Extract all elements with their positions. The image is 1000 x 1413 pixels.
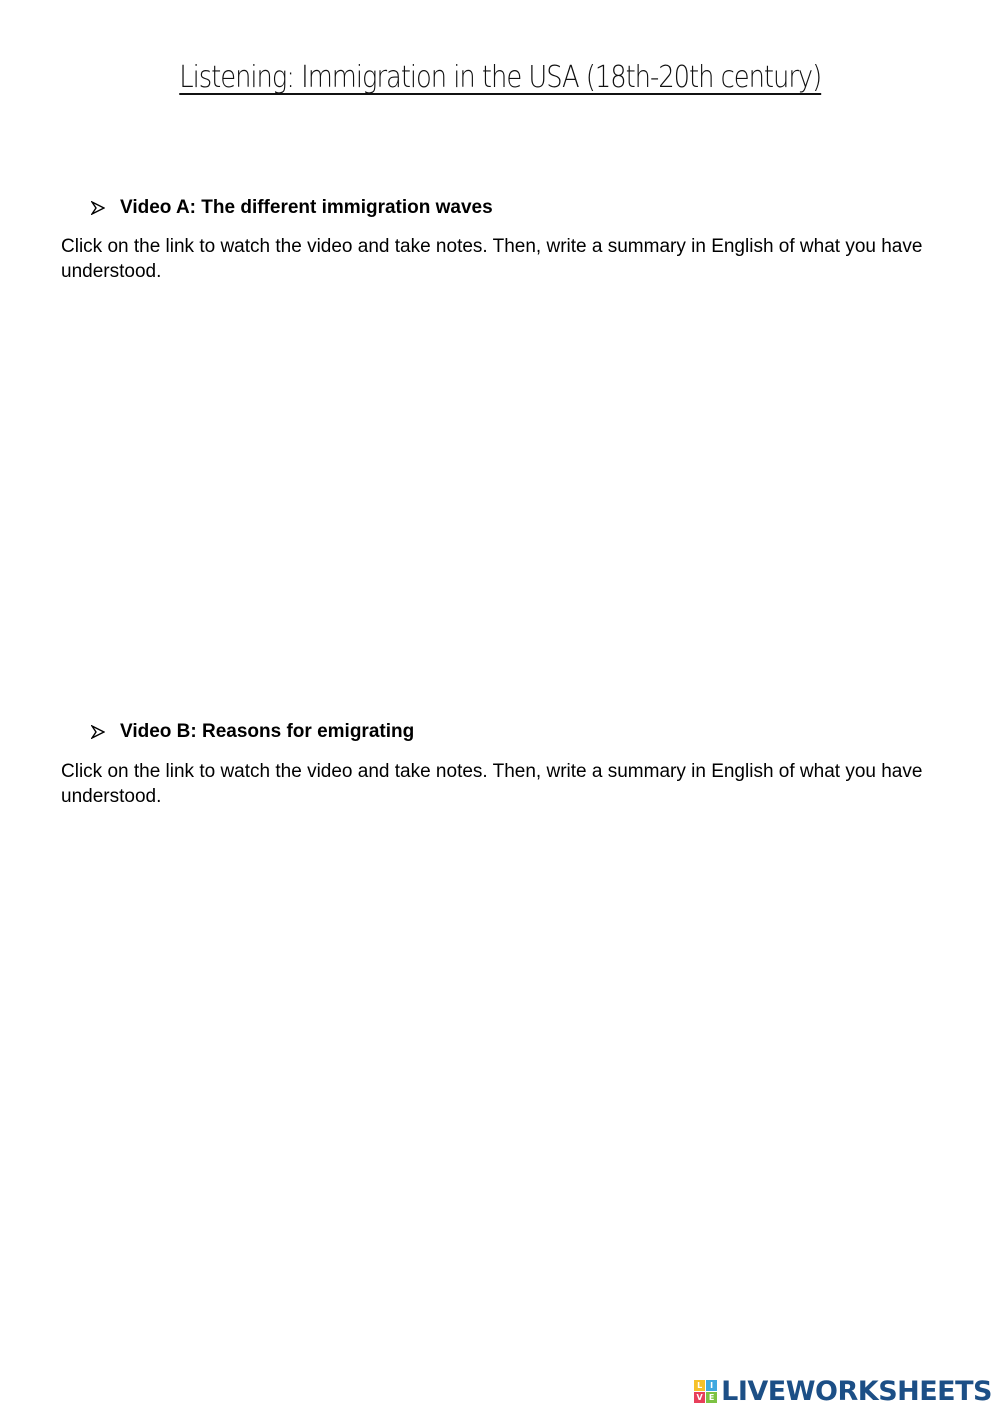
logo-text: LIVEWORKSHEETS bbox=[721, 1376, 992, 1407]
section-b-heading bbox=[91, 721, 414, 743]
arrowhead-bullet-icon bbox=[91, 725, 105, 739]
section-a-heading-text: Video A: The different immigration waves bbox=[120, 197, 493, 218]
section-b-answer-area[interactable] bbox=[61, 820, 941, 1340]
section-a-answer-area[interactable] bbox=[61, 295, 941, 705]
section-a-heading bbox=[91, 197, 493, 219]
logo-cell: V bbox=[694, 1392, 705, 1403]
logo-mark-icon bbox=[694, 1380, 717, 1403]
logo-cell: L bbox=[694, 1380, 705, 1391]
arrowhead-bullet-icon bbox=[91, 201, 105, 215]
logo-cell: I bbox=[706, 1380, 717, 1391]
page-title-text: Listening: Immigration in the USA (18th-20th century) bbox=[179, 60, 821, 95]
section-a-instruction: Click on the link to watch the video and take notes. Then, write a summary in English of what you have understood. bbox=[61, 236, 923, 282]
section-b-heading-text: Video B: Reasons for emigrating bbox=[120, 721, 415, 742]
section-b-instruction: Click on the link to watch the video and take notes. Then, write a summary in English of what you have understood. bbox=[61, 761, 923, 807]
logo-cell: E bbox=[706, 1392, 717, 1403]
page-title bbox=[0, 58, 1000, 95]
liveworksheets-logo[interactable] bbox=[694, 1376, 992, 1407]
